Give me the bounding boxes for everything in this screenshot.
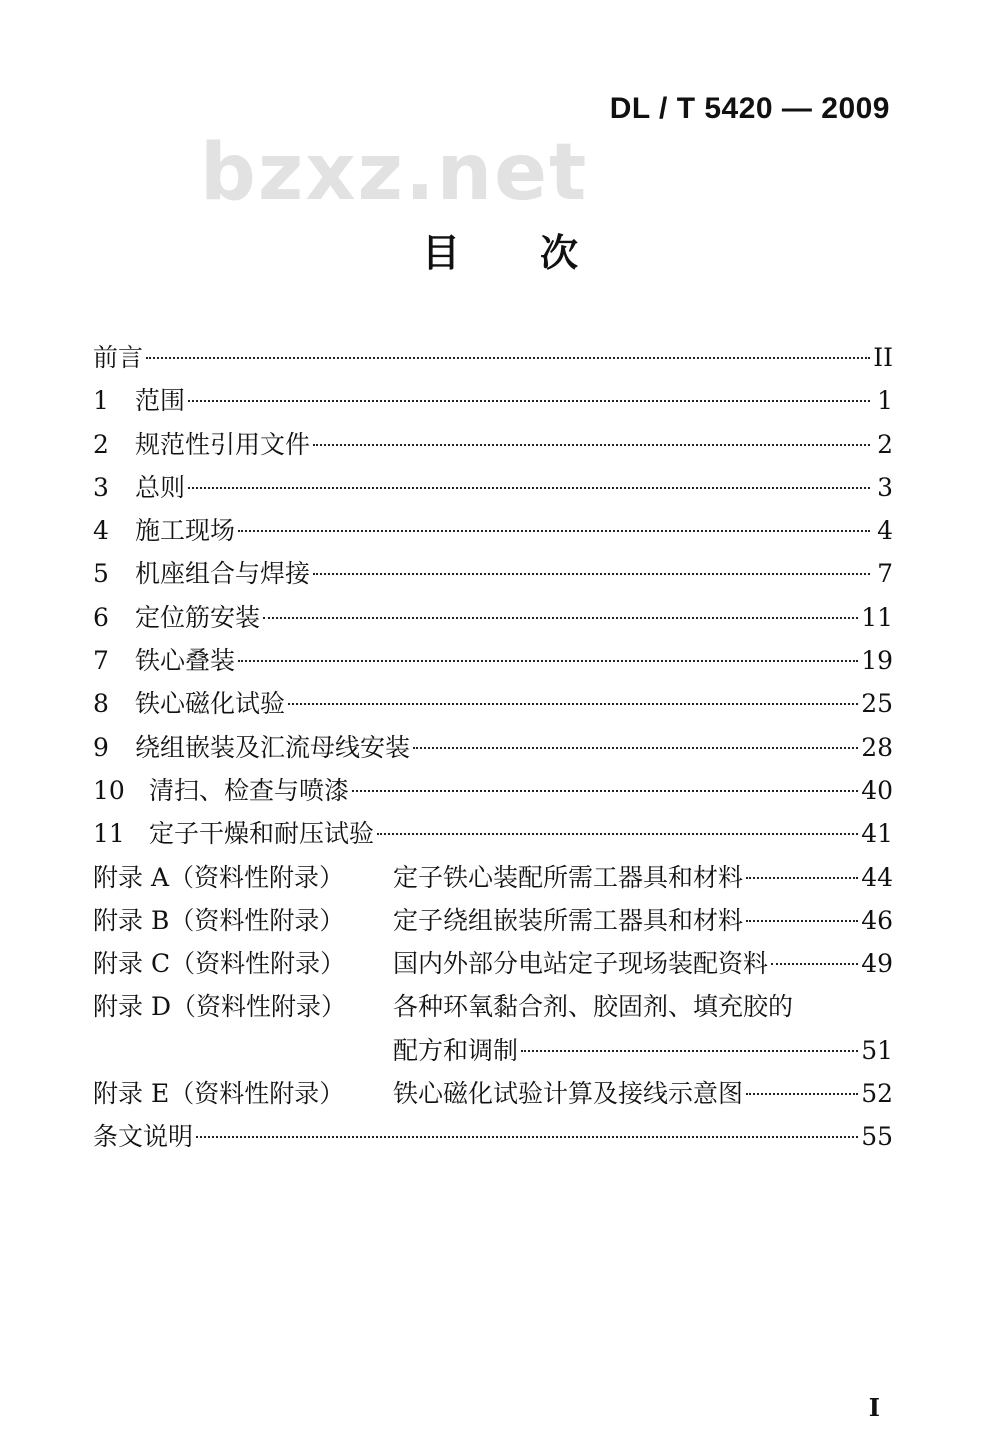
appendix-title: 各种环氧黏合剂、胶固剂、填充胶的 xyxy=(393,992,794,1022)
appendix-title-continued: 配方和调制 xyxy=(393,1035,519,1065)
entry-number: 2 xyxy=(93,429,109,459)
entry-page: 55 xyxy=(861,1122,893,1152)
entry-title: 规范性引用文件 xyxy=(135,429,311,459)
appendix-title: 铁心磁化试验计算及接线示意图 xyxy=(393,1079,744,1109)
entry-number: 3 xyxy=(93,472,109,502)
entry-page: 7 xyxy=(877,559,893,589)
dot-leader xyxy=(188,487,870,489)
appendix-label: 附录 A（资料性附录） xyxy=(93,862,345,892)
page-number: I xyxy=(868,1393,880,1422)
entry-title: 绕组嵌装及汇流母线安装 xyxy=(135,732,411,762)
entry-page: 25 xyxy=(861,689,893,719)
entry-number: 11 xyxy=(93,819,125,849)
dot-leader xyxy=(146,357,870,359)
standard-code: DL / T 5420 — 2009 xyxy=(609,92,890,125)
entry-page: 2 xyxy=(877,429,893,459)
dot-leader xyxy=(238,660,858,662)
entry-title: 范围 xyxy=(135,386,186,416)
toc-entry-2[interactable] xyxy=(93,423,893,466)
entry-number: 9 xyxy=(93,732,109,762)
entry-title: 施工现场 xyxy=(135,516,236,546)
dot-leader xyxy=(413,747,858,749)
toc-entry-10[interactable] xyxy=(93,769,893,812)
toc-entry-1[interactable] xyxy=(93,379,893,422)
toc-entry-11[interactable] xyxy=(93,812,893,855)
toc-entry-3[interactable] xyxy=(93,466,893,509)
toc-entry-5[interactable] xyxy=(93,552,893,595)
entry-title: 铁心叠装 xyxy=(135,646,236,676)
appendix-label: 附录 D（资料性附录） xyxy=(93,992,346,1022)
entry-page: 11 xyxy=(861,602,893,632)
dot-leader xyxy=(238,530,870,532)
toc-entry-9[interactable] xyxy=(93,726,893,769)
toc-appendix-e[interactable] xyxy=(93,1072,893,1115)
entry-page: 40 xyxy=(861,775,893,805)
entry-number: 10 xyxy=(93,775,125,805)
toc-appendix-c[interactable] xyxy=(93,942,893,985)
entry-page: 46 xyxy=(861,905,893,935)
dot-leader xyxy=(352,790,858,792)
entry-number: 5 xyxy=(93,559,109,589)
entry-number: 6 xyxy=(93,602,109,632)
appendix-title: 定子绕组嵌装所需工器具和材料 xyxy=(393,905,744,935)
entry-page: 3 xyxy=(877,472,893,502)
appendix-label: 附录 B（资料性附录） xyxy=(93,905,345,935)
entry-title: 清扫、检查与喷漆 xyxy=(149,775,350,805)
entry-page: 44 xyxy=(861,862,893,892)
toc-appendix-d[interactable] xyxy=(93,985,893,1028)
toc-title: 目次 xyxy=(421,230,658,275)
entry-page: 41 xyxy=(861,819,893,849)
dot-leader xyxy=(746,1093,858,1095)
entry-title: 前言 xyxy=(93,343,144,372)
dot-leader xyxy=(196,1136,858,1138)
dot-leader xyxy=(521,1050,858,1052)
entry-title: 条文说明 xyxy=(93,1122,194,1152)
dot-leader xyxy=(746,920,858,922)
entry-page: 28 xyxy=(861,732,893,762)
watermark: bzxz.net xyxy=(200,128,589,218)
entry-number: 8 xyxy=(93,689,109,719)
entry-number: 7 xyxy=(93,646,109,676)
toc-appendix-a[interactable] xyxy=(93,856,893,899)
entry-title: 定位筋安装 xyxy=(135,602,261,632)
entry-title: 机座组合与焊接 xyxy=(135,559,311,589)
appendix-label: 附录 E（资料性附录） xyxy=(93,1079,345,1109)
toc-entry-7[interactable] xyxy=(93,639,893,682)
toc-entry-foreword[interactable] xyxy=(93,336,893,379)
entry-number: 4 xyxy=(93,516,109,546)
appendix-title: 国内外部分电站定子现场装配资料 xyxy=(393,949,769,979)
entry-title: 总则 xyxy=(135,472,186,502)
toc-entry-6[interactable] xyxy=(93,596,893,639)
entry-number: 1 xyxy=(93,386,109,416)
dot-leader xyxy=(313,444,870,446)
toc-appendix-b[interactable] xyxy=(93,899,893,942)
dot-leader xyxy=(288,703,858,705)
dot-leader xyxy=(746,877,858,879)
entry-title: 定子干燥和耐压试验 xyxy=(149,819,375,849)
toc-entry-4[interactable] xyxy=(93,509,893,552)
dot-leader xyxy=(377,833,858,835)
entry-page: 4 xyxy=(877,516,893,546)
table-of-contents xyxy=(93,336,893,1159)
dot-leader xyxy=(263,617,858,619)
toc-entry-8[interactable] xyxy=(93,682,893,725)
entry-title: 铁心磁化试验 xyxy=(135,689,286,719)
entry-page: 1 xyxy=(877,386,893,416)
dot-leader xyxy=(313,573,870,575)
entry-page: 51 xyxy=(861,1035,893,1065)
toc-appendix-d-cont[interactable] xyxy=(93,1029,893,1072)
toc-entry-explanation[interactable] xyxy=(93,1115,893,1158)
appendix-label: 附录 C（资料性附录） xyxy=(93,949,346,979)
dot-leader xyxy=(771,963,858,965)
entry-page: 52 xyxy=(861,1079,893,1109)
entry-page: II xyxy=(873,343,893,372)
dot-leader xyxy=(188,400,870,402)
entry-page: 49 xyxy=(861,949,893,979)
appendix-title: 定子铁心装配所需工器具和材料 xyxy=(393,862,744,892)
entry-page: 19 xyxy=(861,646,893,676)
